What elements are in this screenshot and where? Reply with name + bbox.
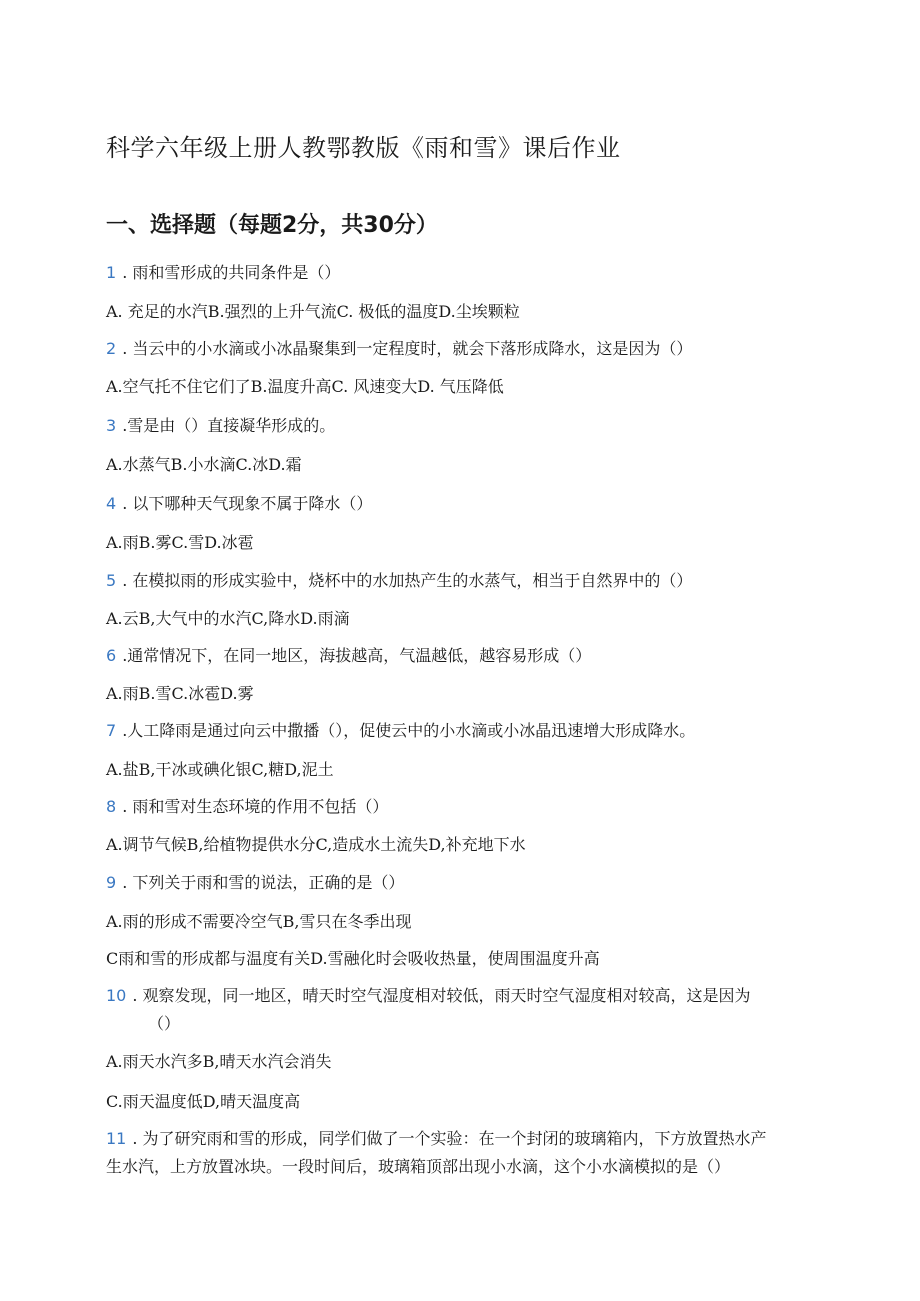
question-text: . 以下哪种天气现象不属于降水（）	[122, 494, 373, 513]
question-10-options: A.雨天水汽多B,晴天水汽会消失	[106, 1052, 332, 1071]
question-8	[106, 793, 388, 821]
question-1-options: A. 充足的水汽B.强烈的上升气流C. 极低的温度D.尘埃颗粒	[106, 302, 520, 321]
question-number: 4	[106, 494, 117, 513]
question-2	[106, 335, 692, 363]
question-text: .人工降雨是通过向云中撒播（），促使云中的小水滴或小冰晶迅速增大形成降水。	[122, 721, 696, 740]
question-text: .雪是由（）直接凝华形成的。	[122, 416, 336, 435]
section-heading: 一、选择题（每题2分，共30分）	[106, 213, 438, 238]
question-text: . 下列关于雨和雪的说法，正确的是（）	[122, 873, 405, 892]
question-9	[106, 869, 404, 897]
question-text-continued: 生水汽，上方放置冰块。一段时间后，玻璃箱顶部出现小水滴，这个小水滴模拟的是（）	[106, 1157, 731, 1176]
question-number: 10	[106, 986, 127, 1005]
question-1	[106, 259, 340, 287]
question-5	[106, 567, 692, 595]
question-4	[106, 490, 372, 518]
question-text: . 当云中的小水滴或小冰晶聚集到一定程度时，就会下落形成降水，这是因为（）	[122, 339, 693, 358]
question-3-options: A.水蒸气B.小水滴C.冰D.霜	[106, 455, 302, 474]
question-text: . 雨和雪形成的共同条件是（）	[122, 263, 341, 282]
question-7-options: A.盐B,干冰或碘化银C,糖D,泥土	[106, 760, 334, 779]
question-4-options: A.雨B.雾C.雪D.冰雹	[106, 533, 254, 552]
document-title: 科学六年级上册人教鄂教版《雨和雪》课后作业	[106, 134, 621, 162]
question-text: . 为了研究雨和雪的形成，同学们做了一个实验：在一个封闭的玻璃箱内，下方放置热水产	[132, 1129, 767, 1148]
question-number: 6	[106, 646, 117, 665]
question-text: . 观察发现，同一地区，晴天时空气湿度相对较低，雨天时空气湿度相对较高，这是因为	[132, 986, 751, 1005]
question-11	[106, 1125, 826, 1181]
question-10	[106, 982, 806, 1038]
question-text: .通常情况下，在同一地区，海拔越高，气温越低，越容易形成（）	[122, 646, 592, 665]
question-number: 2	[106, 339, 117, 358]
question-number: 11	[106, 1129, 127, 1148]
question-text: . 在模拟雨的形成实验中，烧杯中的水加热产生的水蒸气，相当于自然界中的（）	[122, 571, 693, 590]
question-6-options: A.雨B.雪C.冰雹D.雾	[106, 684, 254, 703]
question-7	[106, 717, 695, 745]
question-number: 7	[106, 721, 117, 740]
question-number: 9	[106, 873, 117, 892]
question-6	[106, 642, 591, 670]
question-number: 5	[106, 571, 117, 590]
question-8-options: A.调节气候B,给植物提供水分C,造成水土流失D,补充地下水	[106, 835, 526, 854]
question-9-options: A.雨的形成不需要冷空气B,雪只在冬季出现	[106, 912, 412, 931]
question-10-options: C.雨天温度低D,晴天温度高	[106, 1092, 301, 1111]
question-5-options: A.云B,大气中的水汽C,降水D.雨滴	[106, 609, 350, 628]
question-number: 3	[106, 416, 117, 435]
question-text: . 雨和雪对生态环境的作用不包括（）	[122, 797, 389, 816]
question-3	[106, 412, 335, 440]
question-number: 1	[106, 263, 117, 282]
question-9-options: C雨和雪的形成都与温度有关D.雪融化时会吸收热量，使周围温度升高	[106, 949, 600, 968]
question-2-options: A.空气托不住它们了B.温度升高C. 风速变大D. 气压降低	[106, 377, 504, 396]
question-number: 8	[106, 797, 117, 816]
question-text-continued: （）	[148, 1014, 181, 1033]
